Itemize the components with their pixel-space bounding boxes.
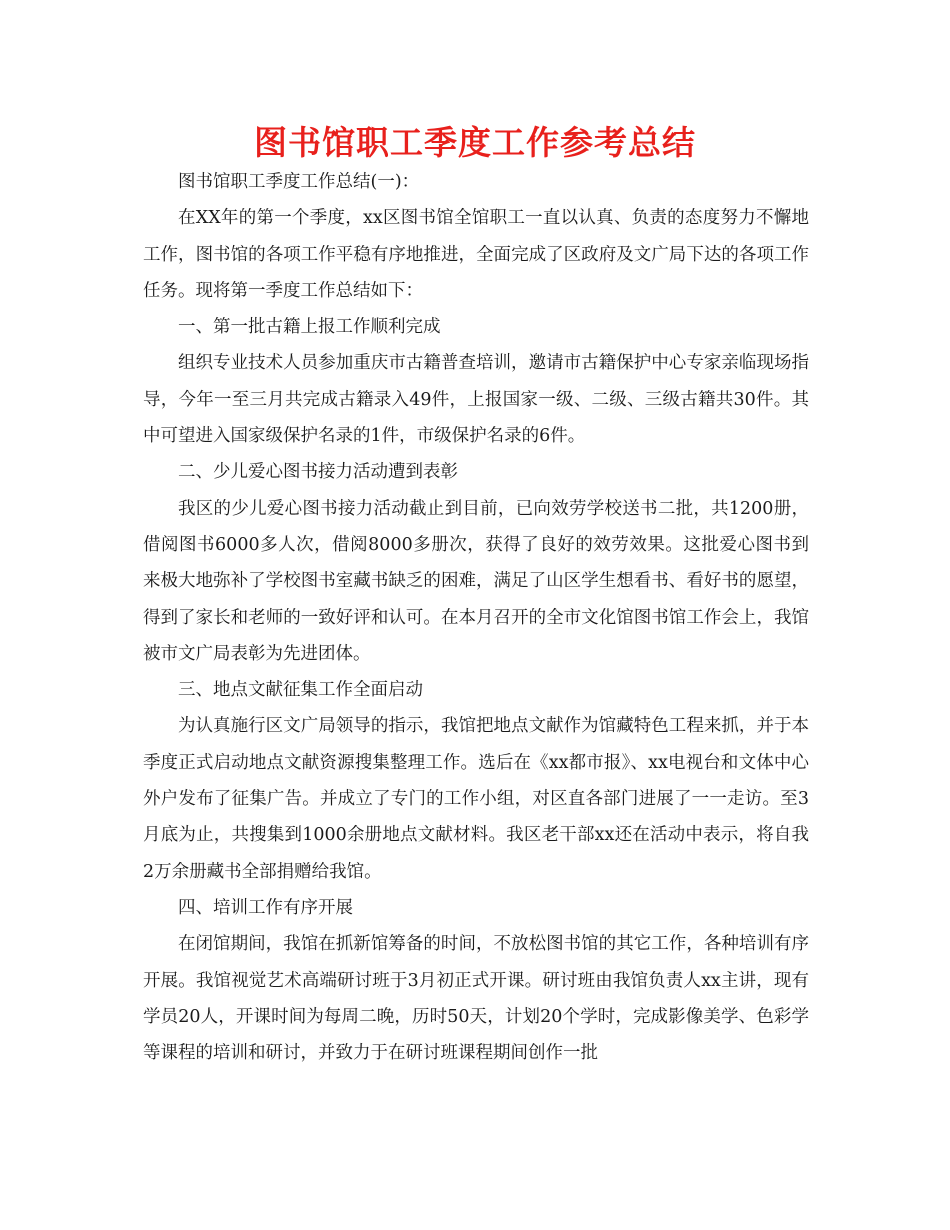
section-heading-2: 二、少儿爱心图书接力活动遭到表彰 [178,462,458,483]
section-paragraph-1: 组织专业技术人员参加重庆市古籍普查培训，邀请市古籍保护中心专家亲临现场指导，今年一至三月共完成古籍录入49件，上报国家一级、二级、三级古籍共30件。其中可望进入国家级保护名录的1件，市级保护名录的6件。 [143,353,809,447]
section-paragraph-2: 我区的少儿爱心图书接力活动截止到目前，已向效劳学校送书二批，共1200册，借阅图书6000多人次，借阅8000多册次，获得了良好的效劳效果。这批爱心图书到来极大地弥补了学校图书室藏书缺乏的困难，满足了山区学生想看书、看好书的愿望，得到了家长和老师的一致好评和认可。在本月召开的全市文化馆图书馆工作会上，我馆被市文广局表彰为先进团体。 [143,498,809,664]
subtitle-paragraph: 图书馆职工季度工作总结(一)： [178,172,420,192]
section-paragraph-4: 在闭馆期间，我馆在抓新馆筹备的时间，不放松图书馆的其它工作，各种培训有序开展。我馆视觉艺术高端研讨班于3月初正式开课。研讨班由我馆负责人xx主讲，现有学员20人，开课时间为每周二晚，历时50天，计划20个学时，完成影像美学、色彩学等课程的培训和研讨，并致力于在研讨班课程期间创作一批 [143,934,809,1064]
section-heading-1: 一、第一批古籍上报工作顺利完成 [178,317,441,338]
document-title: 图书馆职工季度工作参考总结 [254,123,696,162]
section-paragraph-3: 为认真施行区文广局领导的指示，我馆把地点文献作为馆藏特色工程来抓，并于本季度正式启动地点文献资源搜集整理工作。选后在《xx都市报》、xx电视台和文体中心外户发布了征集广告。并成立了专门的工作小组，对区直各部门进展了一一走访。至3月底为止，共搜集到1000余册地点文献材料。我区老干部xx还在活动中表示，将自我2万余册藏书全部捐赠给我馆。 [143,716,809,882]
section-heading-3: 三、地点文献征集工作全面启动 [178,680,423,701]
intro-paragraph: 在XX年的第一个季度，xx区图书馆全馆职工一直以认真、负责的态度努力不懈地工作，图书馆的各项工作平稳有序地推进，全面完成了区政府及文广局下达的各项工作任务。现将第一季度工作总结如下： [143,208,809,301]
document-body [143,164,809,1071]
section-heading-4: 四、培训工作有序开展 [178,897,353,918]
